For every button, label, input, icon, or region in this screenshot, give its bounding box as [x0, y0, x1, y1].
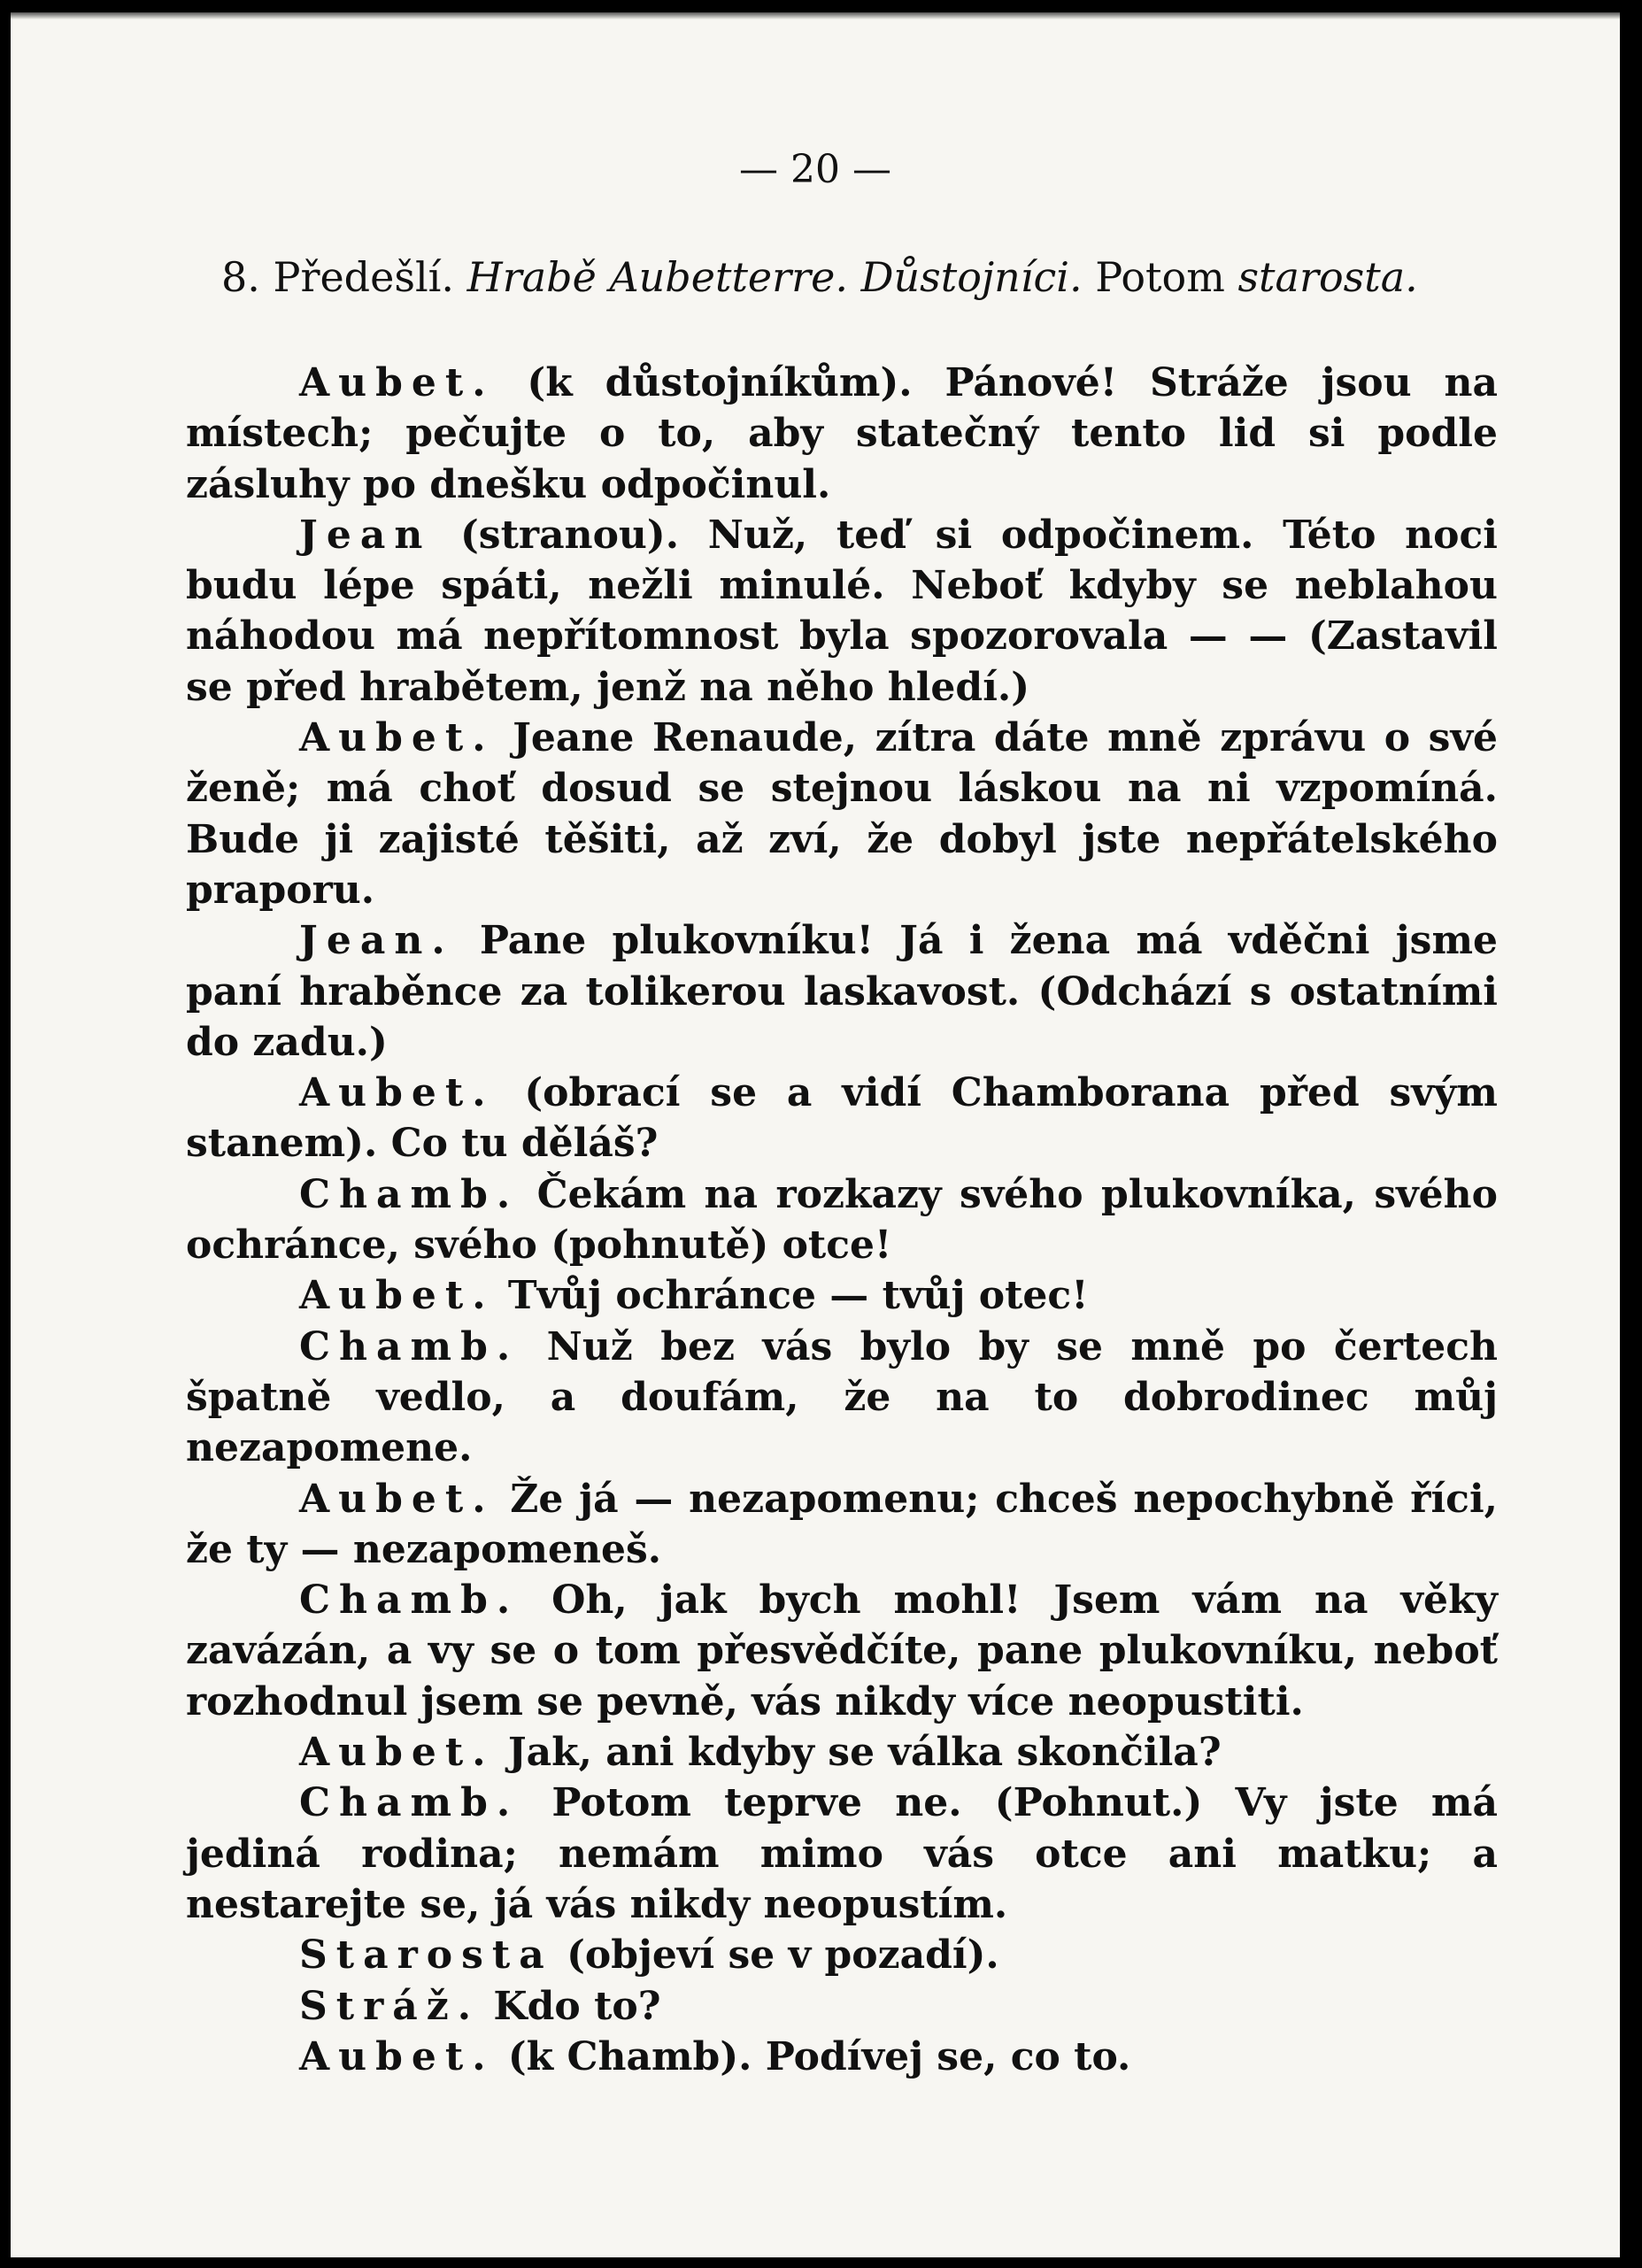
dialogue-line [186, 1575, 1498, 1727]
speaker-name: Chamb. [299, 1171, 520, 1217]
speaker-name: Aubet. [299, 1273, 495, 1319]
dialogue-line [186, 1169, 1498, 1271]
scan-edge [11, 12, 1620, 19]
dialogue-line [186, 1270, 1498, 1321]
dialogue-text: Potom teprve ne. (Pohnut.) Vy jste má jediná rodina; nemám mimo vás otce ani matku; a nestarejte se, já vás nikdy neopustím. [186, 1780, 1498, 1927]
dialogue-text: Pane plukovníku! Já i žena má vděčni jsme paní hraběnce za tolikerou laskavost. (Odchází s ostatními do zadu.) [186, 918, 1498, 1065]
speaker-name: Aubet. [299, 2033, 495, 2079]
dialogue-text: Jak, ani kdyby se válka skončila? [494, 1730, 1222, 1776]
scene-character: Hrabě Aubetterre. [466, 253, 848, 301]
dialogue-text: (stranou). Nuž, teď si odpočinem. Této noci budu lépe spáti, nežli minulé. Neboť kdyby se neblahou náhodou má nepřítomnost byla spozorovala — — (Zastavil se před hrabětem, jenž na něho hledí.) [186, 512, 1498, 710]
dialogue-line [186, 1068, 1498, 1169]
dialogue-line [186, 915, 1498, 1068]
dialogue-text: Jeane Renaude, zítra dáte mně zprávu o své ženě; má choť dosud se stejnou láskou na ni vzpomíná. Bude ji zajisté těšiti, až zví, že dobyl jste nepřátelského praporu. [186, 715, 1498, 913]
speaker-name: Jean. [299, 918, 454, 964]
dialogue-line [186, 358, 1498, 510]
scene-text: Předešlí. [273, 253, 454, 301]
dialogue-line [186, 1930, 1498, 1980]
dialogue-line [186, 1322, 1498, 1474]
dialogue-text: (objeví se v pozadí). [552, 1932, 999, 1979]
speaker-name: Starosta [299, 1932, 553, 1979]
dialogue-text: Tvůj ochránce — tvůj otec! [494, 1273, 1089, 1319]
scene-character: starosta. [1237, 253, 1418, 301]
scene-number: 8. [221, 253, 260, 301]
page-number: — 20 — [739, 147, 891, 192]
speaker-name: Aubet. [299, 1730, 495, 1776]
dialogue-text: Čekám na rozkazy svého plukovníka, svého ochránce, svého (pohnutě) otce! [186, 1171, 1498, 1269]
dialogue-text: Kdo to? [480, 1983, 661, 2029]
book-page [11, 12, 1620, 2257]
speaker-name: Chamb. [299, 1323, 520, 1369]
scene-text: Potom [1095, 253, 1225, 301]
speaker-name: Aubet. [299, 1476, 495, 1522]
speaker-name: Jean [299, 512, 432, 558]
dialogue-line [186, 1981, 1498, 2032]
speaker-name: Chamb. [299, 1780, 520, 1826]
dialogue-text: Že já — nezapomenu; chceš nepochybně říci, že ty — nezapomeneš. [186, 1476, 1498, 1572]
dialogue-text: Nuž bez vás bylo by se mně po čertech špatně vedlo, a doufám, že na to dobrodinec můj nezapomene. [186, 1323, 1498, 1471]
dialogue-line [186, 1778, 1498, 1930]
speaker-name: Stráž. [299, 1983, 481, 2029]
speaker-name: Aubet. [299, 1070, 495, 1116]
dialogue-text: Oh, jak bych mohl! Jsem vám na věky zavázán, a vy se o tom přesvědčíte, pane plukovníku, neboť rozhodnul jsem se pevně, vás nikdy více neopustiti. [186, 1578, 1498, 1724]
dialogue-line [186, 1727, 1498, 1778]
dialogue-line [186, 2032, 1498, 2082]
speaker-name: Chamb. [299, 1578, 520, 1624]
dialogue-text: (obrací se a vidí Chamborana před svým stanem). Co tu děláš? [186, 1070, 1498, 1167]
scene-character: Důstojníci. [860, 253, 1083, 301]
dialogue-line [186, 713, 1498, 915]
dialogue-line [186, 510, 1498, 713]
dialogue-text: (k důstojníkům). Pánové! Stráže jsou na místech; pečujte o to, aby statečný tento lid si podle zásluhy po dnešku odpočinul. [186, 360, 1498, 507]
dialogue-text: (k Chamb). Podívej se, co to. [494, 2033, 1131, 2079]
speaker-name: Aubet. [299, 360, 495, 405]
scene-heading [221, 253, 1531, 301]
speaker-name: Aubet. [299, 715, 495, 761]
dialogue-body [186, 358, 1498, 2082]
dialogue-line [186, 1474, 1498, 1576]
